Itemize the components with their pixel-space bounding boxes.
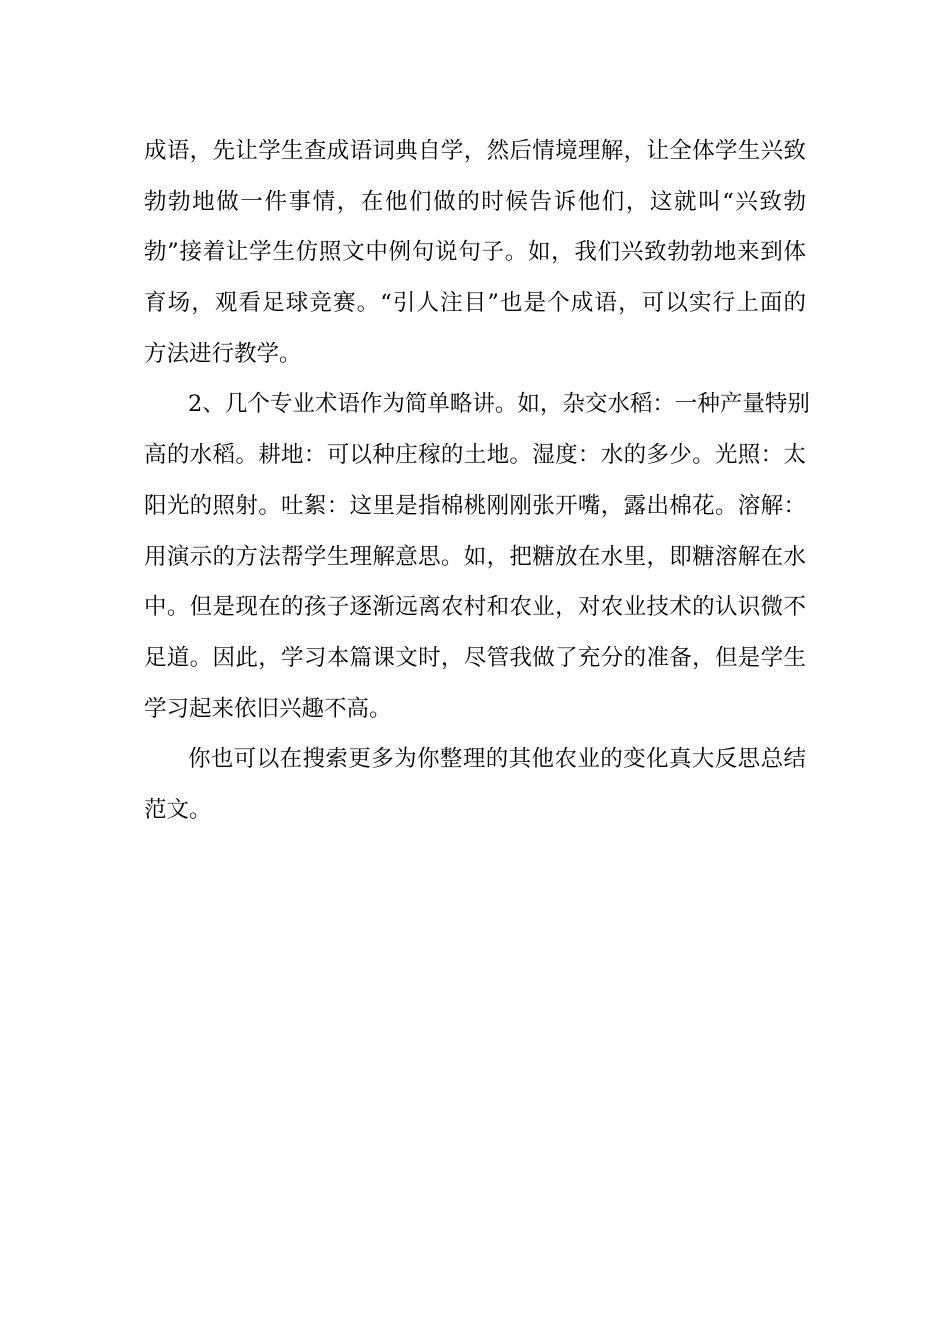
text-line: 阳光的照射。吐絮：这里是指棉桃刚刚张开嘴，露出棉花。溶解： (144, 492, 806, 519)
text-line: 勃”接着让学生仿照文中例句说句子。如，我们兴致勃勃地来到体 (144, 239, 806, 266)
document-body (144, 126, 810, 836)
text-line: 高的水稻。耕地：可以种庄稼的土地。湿度：水的多少。光照：太 (144, 442, 806, 469)
text-line: 方法进行教学。 (144, 340, 302, 367)
text-line: 勃勃地做一件事情，在他们做的时候告诉他们，这就叫“兴致勃 (144, 188, 806, 215)
text-line: 成语，先让学生查成语词典自学，然后情境理解，让全体学生兴致 (144, 138, 806, 164)
text-line: 用演示的方法帮学生理解意思。如，把糖放在水里，即糖溶解在水 (144, 543, 806, 570)
text-line: 2、几个专业术语作为简单略讲。如，杂交水稻：一种产量特别 (188, 391, 810, 418)
text-line: 足道。因此，学习本篇课文时，尽管我做了充分的准备，但是学生 (144, 644, 806, 671)
text-line: 育场，观看足球竞赛。“引人注目”也是个成语，可以实行上面的 (144, 290, 806, 317)
paragraph-2 (144, 379, 810, 734)
text-line: 范文。 (144, 796, 212, 823)
text-line: 你也可以在搜索更多为你整理的其他农业的变化真大反思总结 (188, 746, 806, 773)
paragraph-1 (144, 126, 806, 379)
text-line: 学习起来依旧兴趣不高。 (144, 695, 392, 722)
paragraph-3 (144, 734, 806, 835)
text-line: 中。但是现在的孩子逐渐远离农村和农业，对农业技术的认识微不 (144, 594, 806, 621)
